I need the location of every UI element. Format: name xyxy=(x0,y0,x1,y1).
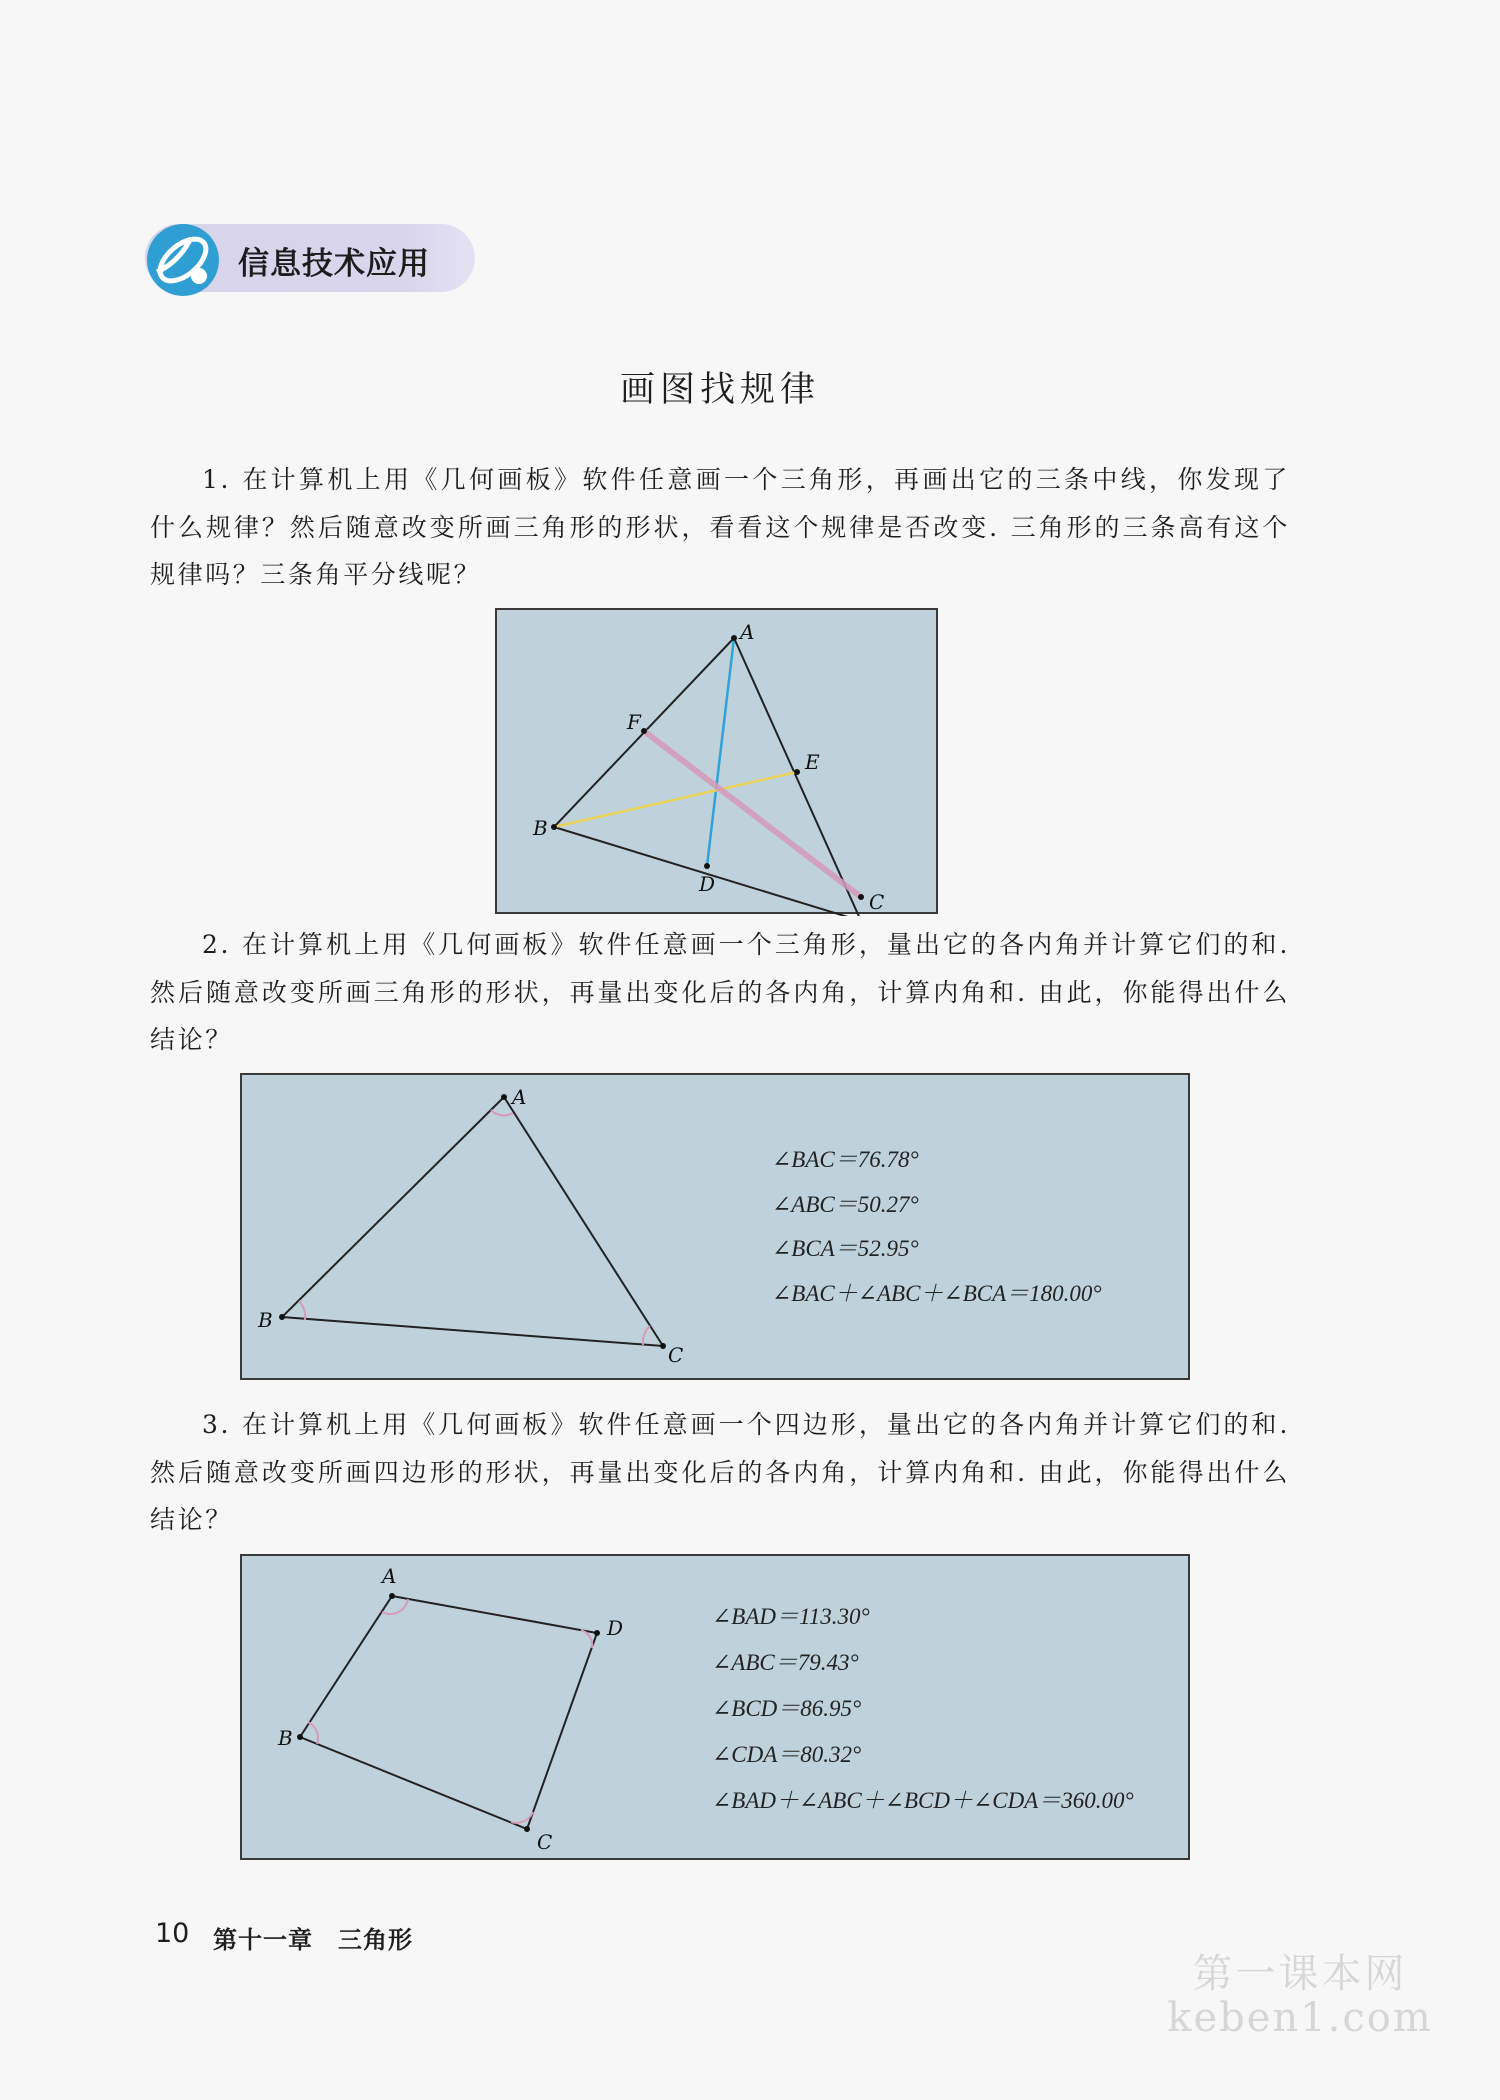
measurement-bac: ∠BAC＝76.78° xyxy=(772,1147,919,1172)
measurement-abc: ∠ABC＝79.43° xyxy=(712,1650,859,1675)
paragraph-3: 3. 在计算机上用《几何画板》软件任意画一个四边形，量出它的各内角并计算它们的和. 然后随意改变所画四边形的形状，再量出变化后的各内角，计算内角和. 由此，你能得出什么结论？ xyxy=(150,1410,1290,1534)
paragraph-1: 1. 在计算机上用《几何画板》软件任意画一个三角形，再画出它的三条中线，你发现了什么规律？然后随意改变所画三角形的形状，看看这个规律是否改变. 三角形的三条高有这个规律吗？三条角平分线呢？ xyxy=(150,465,1290,589)
vertex-label-b: B xyxy=(533,816,548,840)
chapter-label: 第十一章 三角形 xyxy=(213,1926,413,1954)
measurement-angle-sum: ∠BAC＋∠ABC＋∠BCA＝180.00° xyxy=(772,1281,1102,1306)
measurement-bcd: ∠BCD＝86.95° xyxy=(712,1696,862,1721)
angle-arc-c xyxy=(643,1326,650,1345)
figure-triangle-medians xyxy=(495,608,938,914)
page-number: 10 xyxy=(155,1918,190,1949)
angle-arc-b xyxy=(299,1301,305,1320)
watermark xyxy=(1135,1942,1465,2041)
vertex-label-b: B xyxy=(278,1726,293,1750)
median-cf xyxy=(644,731,861,897)
vertex-label-b: B xyxy=(258,1308,273,1332)
measurement-abc: ∠ABC＝50.27° xyxy=(772,1192,919,1217)
page-title: 画图找规律 xyxy=(619,370,820,410)
vertex-label-d: D xyxy=(607,1616,624,1640)
vertex-label-d: D xyxy=(699,872,716,896)
watermark-line-1: 第一课本网 xyxy=(1192,1951,1408,1997)
vertex-label-a: A xyxy=(382,1564,397,1588)
watermark-line-2: keben1.com xyxy=(1167,1995,1433,2041)
measurement-cda: ∠CDA＝80.32° xyxy=(712,1742,862,1767)
vertex-label-c: C xyxy=(869,890,885,914)
quadrilateral-abcd xyxy=(300,1596,597,1829)
triangle-abc-2 xyxy=(282,1097,663,1346)
angle-arc-a xyxy=(491,1110,513,1115)
vertex-label-a: A xyxy=(740,620,755,644)
vertex-label-c: C xyxy=(668,1343,684,1367)
figure-quadrilateral-angles xyxy=(240,1554,1190,1860)
vertex-label-f: F xyxy=(627,710,641,734)
info-tech-icon xyxy=(145,222,221,298)
vertex-label-a: A xyxy=(512,1085,527,1109)
vertex-label-e: E xyxy=(805,750,820,774)
measurement-bca: ∠BCA＝52.95° xyxy=(772,1236,919,1261)
vertex-label-c: C xyxy=(537,1830,553,1854)
figure-triangle-angles xyxy=(240,1073,1190,1380)
section-badge-label: 信息技术应用 xyxy=(238,246,430,282)
paragraph-2: 2. 在计算机上用《几何画板》软件任意画一个三角形，量出它的各内角并计算它们的和. 然后随意改变所画三角形的形状，再量出变化后的各内角，计算内角和. 由此，你能得出什么结论？ xyxy=(150,930,1290,1054)
median-ad xyxy=(707,638,734,866)
measurement-bad: ∠BAD＝113.30° xyxy=(712,1604,870,1629)
measurement-angle-sum: ∠BAD＋∠ABC＋∠BCD＋∠CDA＝360.00° xyxy=(712,1788,1134,1813)
